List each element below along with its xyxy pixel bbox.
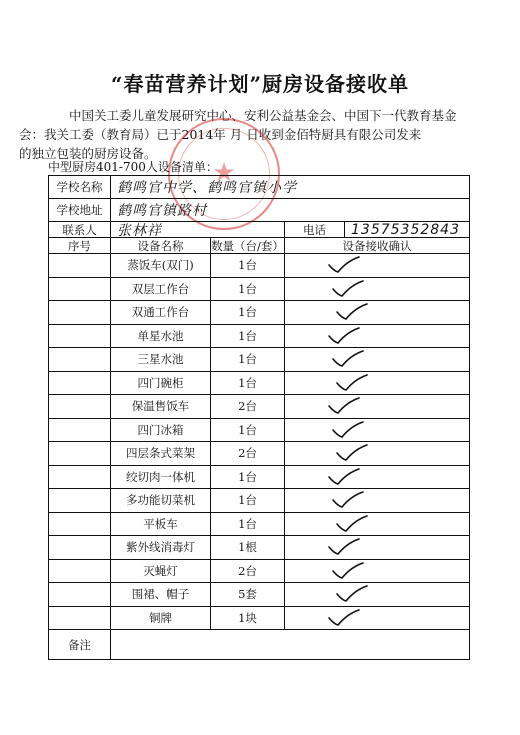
table-row: [49, 301, 469, 325]
seal-star-icon: ★: [212, 158, 236, 188]
row-confirmation[interactable]: [285, 348, 469, 371]
contact-value[interactable]: 张林祥: [111, 222, 285, 237]
row-index: [49, 442, 111, 465]
table-row: [49, 560, 469, 584]
row-equipment-name: 紫外线消毒灯: [111, 536, 211, 559]
row-confirmation[interactable]: [285, 607, 469, 630]
row-equipment-name: 双层工作台: [111, 278, 211, 301]
checkmark-icon: [333, 443, 369, 463]
row-equipment-name: 四门冰箱: [111, 419, 211, 442]
checkmark-icon: [325, 537, 361, 557]
row-quantity: 2台: [211, 560, 285, 583]
row-quantity: 1台: [211, 348, 285, 371]
row-confirmation[interactable]: [285, 583, 469, 606]
checkmark-icon: [329, 279, 365, 299]
row-index: [49, 513, 111, 536]
table-row: [49, 348, 469, 372]
table-row: [49, 442, 469, 466]
table-row: [49, 536, 469, 560]
row-equipment-name: 三星水池: [111, 348, 211, 371]
table-row: [49, 489, 469, 513]
row-index: [49, 395, 111, 418]
row-quantity: 1根: [211, 536, 285, 559]
row-confirmation[interactable]: [285, 536, 469, 559]
row-equipment-name: 保温售饭车: [111, 395, 211, 418]
row-index: [49, 372, 111, 395]
row-quantity: 2台: [211, 395, 285, 418]
row-quantity: 1台: [211, 489, 285, 512]
school-name-row: [49, 176, 469, 199]
table-row: [49, 325, 469, 349]
checkmark-icon: [329, 349, 365, 369]
contact-row: [49, 222, 469, 238]
row-equipment-name: 铜牌: [111, 607, 211, 630]
checkmark-icon: [329, 490, 365, 510]
table-header-row: [49, 238, 469, 254]
row-equipment-name: 多功能切菜机: [111, 489, 211, 512]
checkmark-icon: [325, 608, 361, 628]
row-index: [49, 536, 111, 559]
checkmark-icon: [333, 302, 369, 322]
checkmark-icon: [325, 255, 361, 275]
checkmark-icon: [325, 467, 361, 487]
phone-label: 电话: [285, 222, 345, 237]
row-equipment-name: 单星水池: [111, 325, 211, 348]
row-index: [49, 560, 111, 583]
school-address-value[interactable]: 鹤鸣官镇路村: [117, 203, 207, 219]
row-equipment-name: 双通工作台: [111, 301, 211, 324]
row-confirmation[interactable]: [285, 325, 469, 348]
row-quantity: 1台: [211, 372, 285, 395]
table-row: [49, 466, 469, 490]
row-quantity: 1台: [211, 254, 285, 277]
row-confirmation[interactable]: [285, 372, 469, 395]
row-index: [49, 254, 111, 277]
row-equipment-name: 灭蝇灯: [111, 560, 211, 583]
table-row: [49, 254, 469, 278]
intro-line-3: 的独立包装的厨房设备。: [19, 146, 157, 161]
school-address-row: [49, 199, 469, 222]
row-index: [49, 278, 111, 301]
table-row: [49, 583, 469, 607]
row-equipment-name: 围裙、帽子: [111, 583, 211, 606]
header-confirmation: 设备接收确认: [342, 238, 412, 253]
intro-line-2: 会：我关工委（教育局）已于2014年 月 日收到金佰特厨具有限公司发来: [19, 127, 422, 142]
row-index: [49, 489, 111, 512]
table-row: [49, 607, 469, 631]
remark-label: 备注: [49, 630, 111, 660]
row-index: [49, 466, 111, 489]
row-confirmation[interactable]: [285, 466, 469, 489]
row-quantity: 1块: [211, 607, 285, 630]
school-address-label: 学校地址: [49, 199, 111, 221]
remark-value[interactable]: [111, 630, 469, 660]
row-quantity: 1台: [211, 419, 285, 442]
row-index: [49, 583, 111, 606]
row-confirmation[interactable]: [285, 254, 469, 277]
row-quantity: 1台: [211, 301, 285, 324]
contact-label: 联系人: [49, 222, 111, 237]
checkmark-icon: [325, 396, 361, 416]
row-quantity: 1台: [211, 466, 285, 489]
checkmark-icon: [329, 561, 365, 581]
row-confirmation[interactable]: [285, 419, 469, 442]
row-confirmation[interactable]: [285, 442, 469, 465]
row-equipment-name: 四门碗柜: [111, 372, 211, 395]
intro-line-1: 中国关工委儿童发展研究中心、安利公益基金会、中国下一代教育基金: [69, 108, 457, 123]
row-index: [49, 607, 111, 630]
checkmark-icon: [333, 514, 369, 534]
list-subtitle: 中型厨房401-700人设备清单：: [48, 160, 218, 174]
row-confirmation[interactable]: [285, 560, 469, 583]
table-row: [49, 278, 469, 302]
row-confirmation[interactable]: [285, 489, 469, 512]
row-confirmation[interactable]: [285, 278, 469, 301]
table-row: [49, 513, 469, 537]
row-equipment-name: 绞切肉一体机: [111, 466, 211, 489]
checkmark-icon: [333, 584, 369, 604]
row-equipment-name: 平板车: [111, 513, 211, 536]
row-equipment-name: 蒸饭车(双门): [111, 254, 211, 277]
school-name-value[interactable]: 鹤鸣官中学、鹤鸣官镇小学: [117, 180, 297, 196]
row-equipment-name: 四层条式菜架: [111, 442, 211, 465]
row-quantity: 5套: [211, 583, 285, 606]
row-confirmation[interactable]: [285, 513, 469, 536]
document-title: “春苗营养计划”厨房设备接收单: [110, 72, 409, 96]
row-index: [49, 325, 111, 348]
header-index: 序号: [49, 238, 111, 253]
table-row: [49, 395, 469, 419]
checkmark-icon: [333, 373, 369, 393]
remark-row: [49, 630, 469, 660]
school-name-label: 学校名称: [49, 176, 111, 198]
checkmark-icon: [325, 326, 361, 346]
header-equipment-name: 设备名称: [111, 238, 211, 253]
row-index: [49, 348, 111, 371]
row-quantity: 1台: [211, 278, 285, 301]
intro-paragraph: [19, 106, 474, 163]
checkmark-icon: [329, 420, 365, 440]
row-quantity: 1台: [211, 325, 285, 348]
header-quantity: 数量（台/套）: [211, 238, 284, 253]
row-confirmation[interactable]: [285, 395, 469, 418]
row-quantity: 2台: [211, 442, 285, 465]
table-row: [49, 372, 469, 396]
row-index: [49, 419, 111, 442]
row-index: [49, 301, 111, 324]
phone-value[interactable]: 13575352843: [351, 222, 460, 237]
row-confirmation[interactable]: [285, 301, 469, 324]
row-quantity: 1台: [211, 513, 285, 536]
equipment-form: [48, 175, 470, 660]
table-row: [49, 419, 469, 443]
